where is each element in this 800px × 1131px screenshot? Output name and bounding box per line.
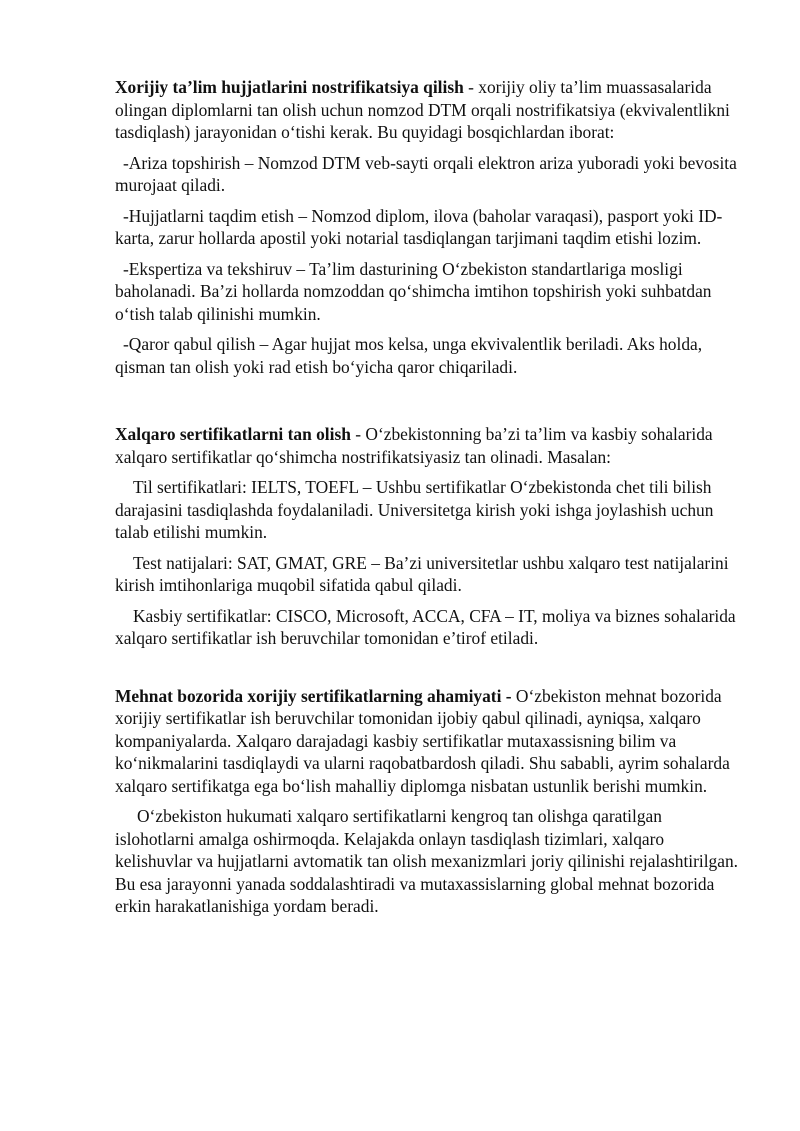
certificates-heading: Xalqaro sertifikatlarni tan olish: [115, 424, 351, 444]
nostrification-heading: Xorijiy ta’lim hujjatlarini nostrifikatsiya qilish: [115, 77, 464, 97]
labor-market-paragraph: [115, 685, 745, 798]
labor-market-heading: Mehnat bozorida xorijiy sertifikatlarning ahamiyati -: [115, 685, 512, 706]
certificates-intro: - O‘zbekistonning ba’zi ta’lim va kasbiy sohalarida xalqaro sertifikatlar qo‘shimcha nostrifikatsiyasiz tan olinadi. Masalan:: [115, 424, 713, 467]
closing-paragraph: O‘zbekiston hukumati xalqaro sertifikatlarni kengroq tan olishga qaratilgan islohotlarni amalga oshirmoqda. Kelajakda onlayn tasdiqlash tizimlari, xalqaro kelishuvlar va hujjatlarni avtomatik tan olish mexanizmlari joriy qilinishi rejalashtirilgan. Bu esa jarayonni yanada soddalashtiradi va mutaxassislarning global mehnat bozorida erkin harakatlanishiga yordam beradi.: [115, 806, 739, 916]
item-professional-certificates: Kasbiy sertifikatlar: CISCO, Microsoft, ACCA, CFA – IT, moliya va biznes sohalarida xalqaro sertifikatlar ish beruvchilar tomonidan e’tirof etiladi.: [115, 605, 736, 648]
document-page: [115, 76, 745, 918]
step-decision: -Qaror qabul qilish – Agar hujjat mos kelsa, unga ekvivalentlik beriladi. Aks holda, qisman tan olish yoki rad etish bo‘yicha qaror chiqariladi.: [115, 334, 703, 377]
item-language-certificates: Til sertifikatlari: IELTS, TOEFL – Ushbu sertifikatlar O‘zbekistonda chet tili bilish darajasini tasdiqlashda foydalaniladi. Universitetga kirish yoki ishga joylashish uchun talab etilishi mumkin.: [115, 477, 714, 542]
step-application: -Ariza topshirish – Nomzod DTM veb-sayti orqali elektron ariza yuboradi yoki bevosita murojaat qiladi.: [115, 152, 737, 195]
nostrification-intro: - xorijiy oliy ta’lim muassasalarida olingan diplomlarni tan olish uchun nomzod DTM orqali nostrifikatsiya (ekvivalentlikni tasdiqlash) jarayonidan o‘tishi kerak. Bu quyidagi bosqichlardan iborat:: [115, 77, 730, 142]
nostrification-intro-paragraph: [115, 76, 745, 144]
step-documents: -Hujjatlarni taqdim etish – Nomzod diplom, ilova (baholar varaqasi), pasport yoki ID-karta, zarur hollarda apostil yoki notarial tasdiqlangan tarjimani taqdim etishi lozim.: [115, 205, 723, 248]
certificates-intro-paragraph: [115, 423, 745, 468]
labor-market-intro: O‘zbekiston mehnat bozorida xorijiy sertifikatlar ish beruvchilar tomonidan ijobiy qabul qilinadi, ayniqsa, xalqaro kompaniyalarda. Xalqaro darajadagi kasbiy sertifikatlar mutaxassisning bilim va ko‘nikmalarini tasdiqlaydi va ularni raqobatbardosh qiladi. Shu sababli, ayrim sohalarda xalqaro sertifikatga ega bo‘lish mahalliy diplomga nisbatan ustunlik berishi mumkin.: [115, 685, 730, 796]
item-test-results: Test natijalari: SAT, GMAT, GRE – Ba’zi universitetlar ushbu xalqaro test natijalarini kirish imtihonlariga muqobil sifatida qabul qiladi.: [115, 552, 729, 595]
step-expertise: -Ekspertiza va tekshiruv – Ta’lim dasturining O‘zbekiston standartlariga mosligi baholanadi. Ba’zi hollarda nomzoddan qo‘shimcha imtihon topshirish yoki suhbatdan o‘tish talab qilinishi mumkin.: [115, 258, 712, 324]
